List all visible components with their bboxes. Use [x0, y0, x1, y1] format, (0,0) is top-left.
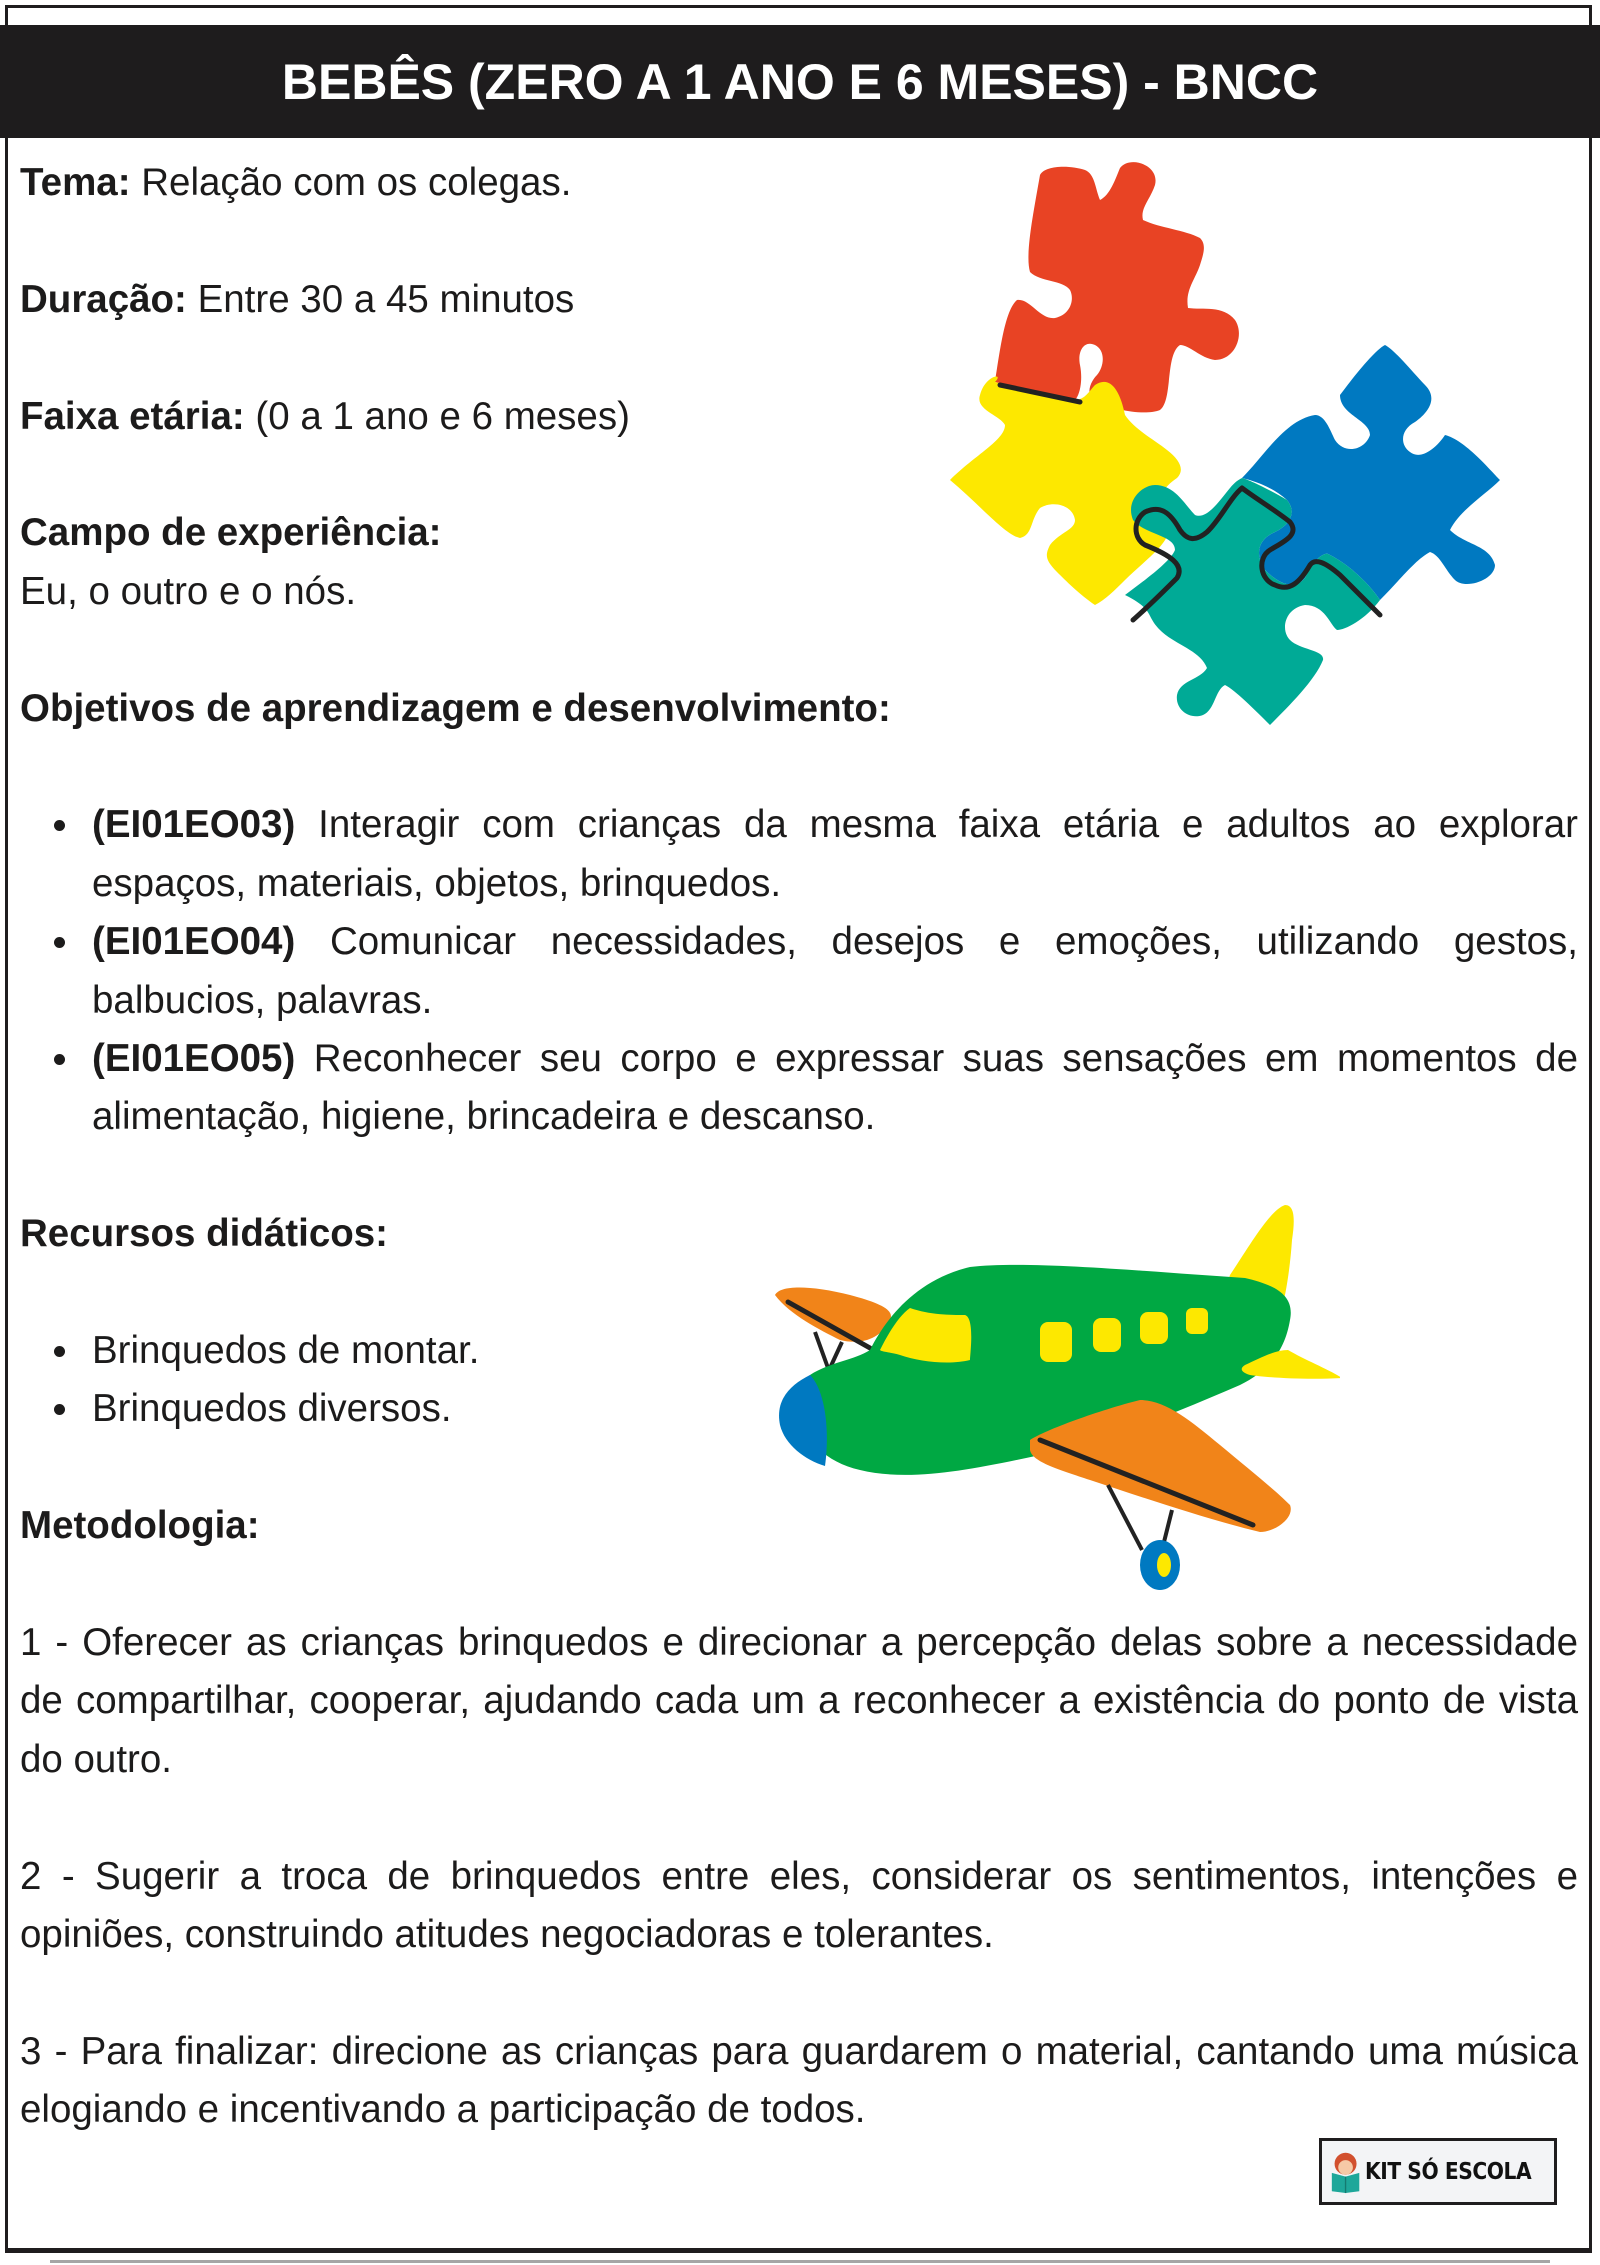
objetivo-item: (EI01EO05) Reconhecer seu corpo e expressar suas sensações em momentos de alimentação, higiene, brincadeira e descanso.: [20, 1030, 1578, 1147]
bullet-icon: [54, 1054, 65, 1065]
bullet-icon: [54, 937, 65, 948]
title-banner: [0, 25, 1600, 138]
objetivos-list: [20, 796, 1578, 1146]
campo-experiencia-label: Campo de experiência:: [20, 511, 442, 555]
metodologia-step-3: 3 - Para finalizar: direcione as crianças para guardarem o material, cantando uma música elogiando e incentivando a participação de todos.: [20, 2029, 1578, 2132]
metodologia-step-2: 2 - Sugerir a troca de brinquedos entre eles, considerar os sentimentos, intenções e opiniões, construindo atitudes negociadoras e tolerantes.: [20, 1854, 1578, 1957]
airplane-icon: [770, 1200, 1340, 1595]
bullet-icon: [54, 1404, 65, 1415]
bullet-icon: [54, 820, 65, 831]
page-border-shadow: [50, 2260, 1550, 2263]
recursos-heading: Recursos didáticos:: [20, 1212, 388, 1256]
objetivo-item: (EI01EO03) Interagir com crianças da mesma faixa etária e adultos ao explorar espaços, materiais, objetos, brinquedos.: [20, 796, 1578, 913]
bullet-icon: [54, 1346, 65, 1357]
campo-experiencia-value: Eu, o outro e o nós.: [20, 569, 357, 613]
recurso-item: Brinquedos diversos.: [20, 1380, 1578, 1438]
objetivo-item: (EI01EO04) Comunicar necessidades, desejos e emoções, utilizando gestos, balbucios, palavras.: [20, 913, 1578, 1030]
kit-so-escola-logo: [1319, 2138, 1557, 2205]
faixa-etaria-row: Faixa etária: (0 a 1 ano e 6 meses): [20, 394, 630, 438]
tema-row: Tema: Relação com os colegas.: [20, 161, 572, 204]
duracao-row: Duração: Entre 30 a 45 minutos: [20, 277, 575, 321]
lesson-plan-body: [20, 154, 1578, 2140]
logo-text: KIT SÓ ESCOLA: [1365, 2158, 1532, 2185]
page-title: BEBÊS (ZERO A 1 ANO E 6 MESES) - BNCC: [281, 53, 1319, 110]
objetivos-heading: Objetivos de aprendizagem e desenvolvimento:: [20, 686, 891, 730]
girl-reading-icon: [1330, 2149, 1361, 2195]
metodologia-heading: Metodologia:: [20, 1504, 260, 1548]
recurso-item: Brinquedos de montar.: [20, 1322, 1578, 1380]
metodologia-step-1: 1 - Oferecer as crianças brinquedos e direcionar a percepção delas sobre a necessidade de compartilhar, cooperar, ajudando cada um a reconhecer a existência do ponto de vista do outro.: [20, 1621, 1578, 1781]
